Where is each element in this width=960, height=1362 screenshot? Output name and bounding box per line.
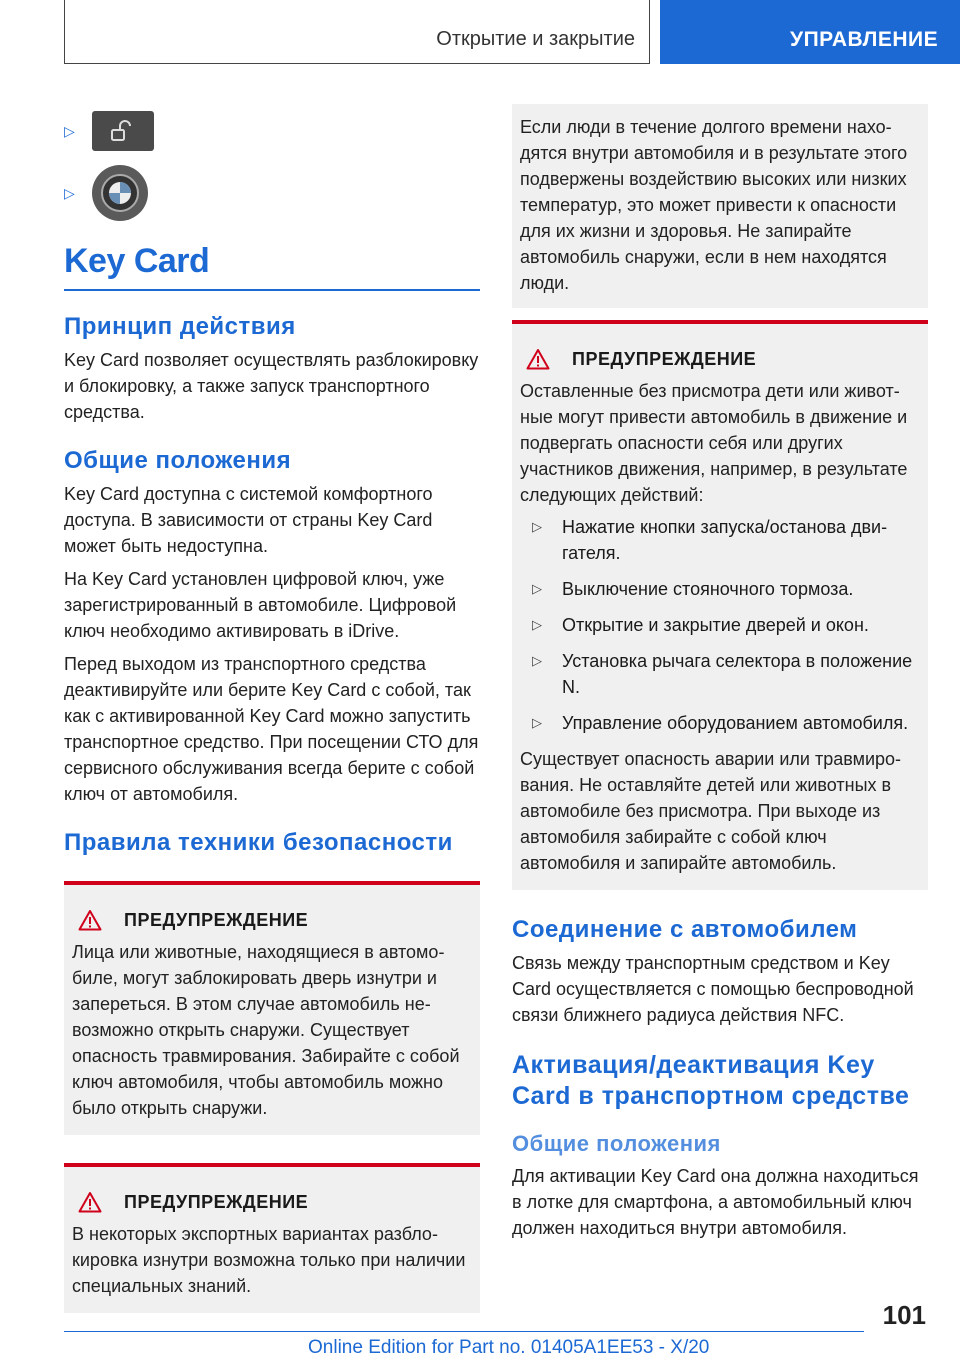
connection-heading: Соединение с автомобилем xyxy=(512,916,858,943)
warning-continuation-box xyxy=(512,104,928,308)
safety-heading: Правила техники безопасности xyxy=(64,829,453,856)
bullet-triangle-icon: ▷ xyxy=(532,581,542,596)
principle-text: Key Card позволяет осуществлять разблокировку и блокировку, а также запуск транспортного средства. xyxy=(64,350,479,422)
bullet-triangle-icon: ▷ xyxy=(532,653,542,668)
warning-box-1 xyxy=(64,881,480,1135)
bullet-triangle-icon: ▷ xyxy=(532,617,542,632)
warning-list xyxy=(520,514,920,736)
footer-edition: Online Edition for Part no. 01405A1EE53 - X/20 xyxy=(308,1337,710,1358)
header-chapter-box xyxy=(660,0,960,64)
header-section-title: Открытие и закрытие xyxy=(436,28,635,50)
activation-heading: Активация/деактивация Key Card в транспортном средстве xyxy=(512,1051,910,1111)
warning-triangle-icon xyxy=(78,1191,102,1213)
unlock-button-image xyxy=(92,111,154,151)
left-column xyxy=(64,100,480,1313)
warning-triangle-icon xyxy=(78,909,102,931)
general-paragraph-3: Перед выходом из транспортного средства деактивируйте или берите Key Card с собой, так как с активированной Key Card можно запустить транспортное средство. При посещении СТО для сервисного обслуживания всегда берите с собой ключ от автомобиля. xyxy=(64,654,479,804)
list-item: ▷ Управление оборудованием автомобиля. xyxy=(520,710,920,736)
bullet-triangle-icon: ▷ xyxy=(532,715,542,730)
warning-box-2 xyxy=(64,1163,480,1313)
list-item: ▷ Установка рычага селектора в положение N. xyxy=(520,648,920,700)
activation-text: Для активации Key Card она должна находиться в лотке для смартфона, а автомобильный ключ должен находиться внутри автомобиля. xyxy=(512,1165,919,1238)
principle-heading: Принцип действия xyxy=(64,313,296,340)
general-heading: Общие положения xyxy=(64,447,292,474)
warning-title: ПРЕДУПРЕЖДЕНИЕ xyxy=(520,348,920,370)
warning-continuation-text: Если люди в течение долгого времени находятся внутри автомобиля и в результате этого подвержены воздействию высоких или низких температур, это может привести к опасности для их жизни и здоровья. Не запирайте автомобиль снаружи, если в нем находятся люди. xyxy=(520,117,908,293)
page-title: Key Card xyxy=(64,242,480,291)
warning-title: ПРЕДУПРЕЖДЕНИЕ xyxy=(72,1191,472,1213)
activation-subheading: Общие положения xyxy=(512,1130,721,1156)
bullet-triangle-icon: ▷ xyxy=(64,122,75,139)
general-paragraph-1: Key Card доступна с системой комфортного доступа. В зависимости от страны Key Card может быть недоступна. xyxy=(64,484,433,556)
bullet-triangle-icon: ▷ xyxy=(64,184,75,201)
right-column xyxy=(512,104,928,1248)
connection-text: Связь между транспортным средством и Key Card осуществляется с помощью беспроводной связи ближнего радиуса действия NFC. xyxy=(512,953,914,1025)
page-number: 101 xyxy=(882,1300,926,1330)
footer-divider xyxy=(64,1331,864,1332)
logo-button-row xyxy=(64,162,480,224)
bullet-triangle-icon: ▷ xyxy=(532,519,542,534)
general-paragraph-2: На Key Card установлен цифровой ключ, уже зарегистрированный в автомобиле. Цифровой ключ необходимо активировать в iDrive. xyxy=(64,569,457,641)
brand-logo-icon xyxy=(100,173,140,213)
header-chapter-title: УПРАВЛЕНИЕ xyxy=(790,28,939,51)
header-section-box xyxy=(64,0,650,64)
warning-outro: Существует опасность аварии или травмирования. Не оставляйте детей или животных в автомобиле без присмотра. При выходе из автомобиля забирайте с собой ключ автомобиля и запирайте автомобиль. xyxy=(520,749,902,873)
warning-text: В некоторых экспортных вариантах разблокировка изнутри возможна только при наличии специальных знаний. xyxy=(72,1224,466,1296)
brand-button-image xyxy=(92,165,148,221)
warning-text: Лица или животные, находящиеся в автомобиле, могут заблокировать дверь изнутри и запереться. В этом случае автомобиль невозможно открыть снаружи. Существует опасность травмирования. Забирайте с собой ключ автомобиля, чтобы автомобиль можно было открыть снаружи. xyxy=(72,942,460,1118)
list-item: ▷ Выключение стояночного тормоза. xyxy=(520,576,920,602)
list-item: ▷ Открытие и закрытие дверей и окон. xyxy=(520,612,920,638)
open-lock-icon xyxy=(108,120,138,142)
unlock-button-row xyxy=(64,100,480,162)
list-item: ▷ Нажатие кнопки запуска/останова двигателя. xyxy=(520,514,920,566)
warning-intro: Оставленные без присмотра дети или животные могут привести автомобиль в движение и подвергать опасности себя или других участников движения, например, в результате следующих действий: xyxy=(520,381,908,505)
warning-triangle-icon xyxy=(526,348,550,370)
warning-title: ПРЕДУПРЕЖДЕНИЕ xyxy=(72,909,472,931)
warning-box-3 xyxy=(512,320,928,890)
